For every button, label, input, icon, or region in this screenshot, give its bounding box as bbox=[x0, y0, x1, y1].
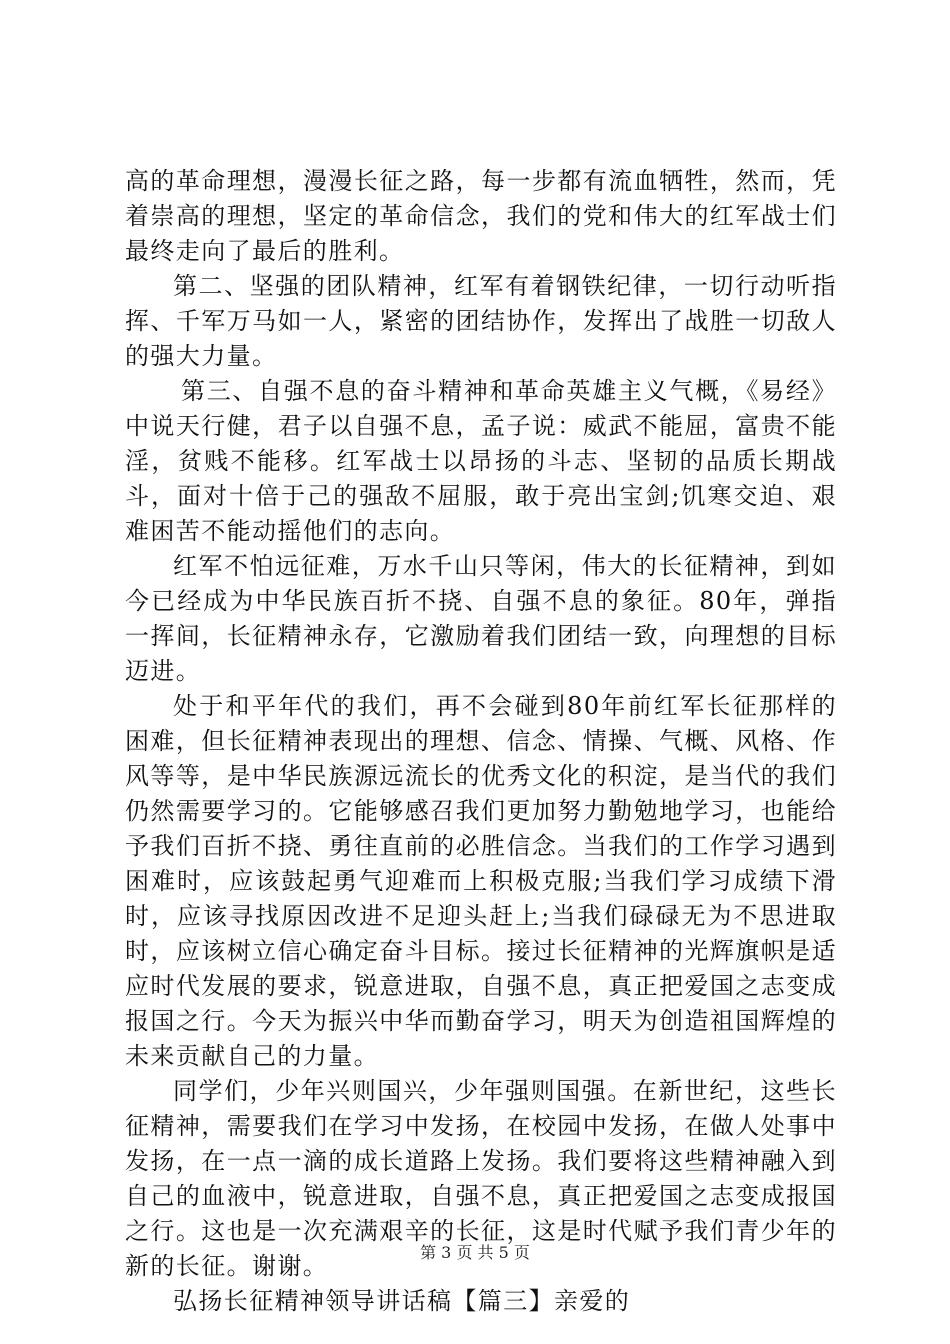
paragraph-continuation: 高的革命理想，漫漫长征之路，每一步都有流血牺牲，然而，凭着崇高的理想，坚定的革命信念，我们的党和伟大的红军战士们最终走向了最后的胜利。 bbox=[125, 167, 837, 265]
paragraph-section-three-heading: 弘扬长征精神领导讲话稿【篇三】亲爱的 bbox=[173, 1287, 631, 1315]
page-footer: 第 3 页 共 5 页 bbox=[420, 1243, 530, 1262]
paragraph-peaceful-era: 处于和平年代的我们，再不会碰到80年前红军长征那样的困难，但长征精神表现出的理想、信念、情操、气概、风格、作风等等，是中华民族源远流长的优秀文化的积淀，是当代的我们仍然需要学习的。它能够感召我们更加努力勤勉地学习，也能给予我们百折不挠、勇往直前的必胜信念。当我们的工作学习遇到困难时，应该鼓起勇气迎难而上积极克服;当我们学习成绩下滑时，应该寻找原因改进不足迎头赶上;当我们碌碌无为不思进取时，应该树立信心确定奋斗目标。接过长征精神的光辉旗帜是适应时代发展的要求，锐意进取，自强不息，真正把爱国之志变成报国之行。今天为振兴中华而勤奋学习，明天为创造祖国辉煌的未来贡献自己的力量。 bbox=[125, 692, 837, 1070]
document-body bbox=[125, 164, 837, 1319]
paragraph-students: 同学们，少年兴则国兴，少年强则国强。在新世纪，这些长征精神，需要我们在学习中发扬，在校园中发扬，在做人处事中发扬，在一点一滴的成长道路上发扬。我们要将这些精神融入到自己的血液中，锐意进取，自强不息，真正把爱国之志变成报国之行。这也是一次充满艰辛的长征，这是时代赋予我们青少年的新的长征。谢谢。 bbox=[125, 1077, 837, 1280]
paragraph-team-spirit: 第二、坚强的团队精神，红军有着钢铁纪律，一切行动听指挥、千军万马如一人，紧密的团结协作，发挥出了战胜一切敌人的强大力量。 bbox=[125, 272, 837, 370]
paragraph-self-improvement: 第三、自强不息的奋斗精神和革命英雄主义气概，《易经》中说天行健，君子以自强不息，孟子说：威武不能屈，富贵不能淫，贫贱不能移。红军战士以昂扬的斗志、坚韧的品质长期战斗，面对十倍于己的强敌不屈服，敢于亮出宝剑;饥寒交迫、艰难困苦不能动摇他们的志向。 bbox=[125, 377, 837, 545]
paragraph-long-march-symbol: 红军不怕远征难，万水千山只等闲，伟大的长征精神，到如今已经成为中华民族百折不挠、自强不息的象征。80年，弹指一挥间，长征精神永存，它激励着我们团结一致，向理想的目标迈进。 bbox=[125, 552, 837, 685]
